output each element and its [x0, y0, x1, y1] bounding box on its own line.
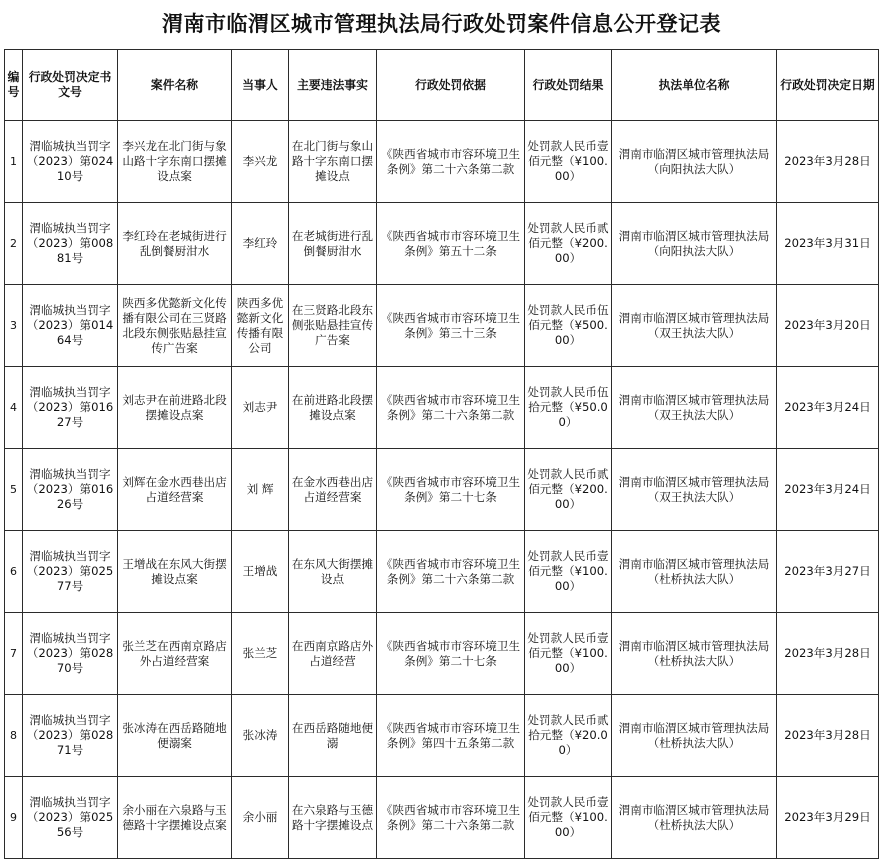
cell-number: 2 [5, 203, 23, 285]
table-row [5, 777, 879, 859]
col-header-decision-doc: 行政处罚决定书文号 [23, 50, 118, 121]
cell-result: 处罚款人民币贰拾元整（¥20.00） [525, 695, 612, 777]
col-header-number: 编号 [5, 50, 23, 121]
table-row [5, 449, 879, 531]
cell-unit: 渭南市临渭区城市管理执法局（杜桥执法大队） [612, 777, 777, 859]
cell-result: 处罚款人民币贰佰元整（¥200.00） [525, 203, 612, 285]
cell-number: 5 [5, 449, 23, 531]
cell-facts: 在三贤路北段东侧张贴悬挂宣传广告案 [289, 285, 377, 367]
cell-party: 李兴龙 [232, 121, 289, 203]
cell-unit: 渭南市临渭区城市管理执法局（向阳执法大队） [612, 121, 777, 203]
cell-party: 李红玲 [232, 203, 289, 285]
cell-decision-doc: 渭临城执当罚字（2023）第00881号 [23, 203, 118, 285]
cell-result: 处罚款人民币壹佰元整（¥100.00） [525, 121, 612, 203]
col-header-unit: 执法单位名称 [612, 50, 777, 121]
table-row [5, 613, 879, 695]
cell-number: 4 [5, 367, 23, 449]
cell-date: 2023年3月29日 [777, 777, 879, 859]
table-row [5, 203, 879, 285]
cell-date: 2023年3月28日 [777, 695, 879, 777]
cell-decision-doc: 渭临城执当罚字（2023）第02410号 [23, 121, 118, 203]
cell-number: 7 [5, 613, 23, 695]
cell-facts: 在北门街与象山路十字东南口摆摊设点 [289, 121, 377, 203]
cell-result: 处罚款人民币壹佰元整（¥100.00） [525, 613, 612, 695]
cell-number: 1 [5, 121, 23, 203]
cell-case-name: 李兴龙在北门街与象山路十字东南口摆摊设点案 [118, 121, 232, 203]
cell-decision-doc: 渭临城执当罚字（2023）第02556号 [23, 777, 118, 859]
cell-party: 刘 辉 [232, 449, 289, 531]
cell-facts: 在西岳路随地便溺 [289, 695, 377, 777]
cell-facts: 在金水西巷出店占道经营案 [289, 449, 377, 531]
table-row [5, 695, 879, 777]
cell-date: 2023年3月28日 [777, 613, 879, 695]
cell-date: 2023年3月20日 [777, 285, 879, 367]
cell-date: 2023年3月24日 [777, 367, 879, 449]
cell-unit: 渭南市临渭区城市管理执法局（双王执法大队） [612, 367, 777, 449]
cell-facts: 在老城街进行乱倒餐厨泔水 [289, 203, 377, 285]
cell-result: 处罚款人民币贰佰元整（¥200.00） [525, 449, 612, 531]
table-row [5, 367, 879, 449]
col-header-basis: 行政处罚依据 [377, 50, 525, 121]
col-header-date: 行政处罚决定日期 [777, 50, 879, 121]
cell-basis: 《陕西省城市市容环境卫生条例》第二十六条第二款 [377, 121, 525, 203]
cell-unit: 渭南市临渭区城市管理执法局（双王执法大队） [612, 285, 777, 367]
cell-case-name: 刘志尹在前进路北段摆摊设点案 [118, 367, 232, 449]
cell-number: 6 [5, 531, 23, 613]
cell-case-name: 余小丽在六泉路与玉德路十字摆摊设点案 [118, 777, 232, 859]
cell-date: 2023年3月27日 [777, 531, 879, 613]
cell-party: 余小丽 [232, 777, 289, 859]
cell-basis: 《陕西省城市市容环境卫生条例》第二十七条 [377, 449, 525, 531]
cell-decision-doc: 渭临城执当罚字（2023）第02870号 [23, 613, 118, 695]
cell-basis: 《陕西省城市市容环境卫生条例》第四十五条第二款 [377, 695, 525, 777]
col-header-case-name: 案件名称 [118, 50, 232, 121]
cell-basis: 《陕西省城市市容环境卫生条例》第二十六条第二款 [377, 367, 525, 449]
cell-result: 处罚款人民币伍佰元整（¥500.00） [525, 285, 612, 367]
cell-date: 2023年3月31日 [777, 203, 879, 285]
cell-decision-doc: 渭临城执当罚字（2023）第02577号 [23, 531, 118, 613]
penalty-register-table [4, 49, 879, 859]
cell-unit: 渭南市临渭区城市管理执法局（双王执法大队） [612, 449, 777, 531]
table-row [5, 285, 879, 367]
cell-decision-doc: 渭临城执当罚字（2023）第01464号 [23, 285, 118, 367]
col-header-facts: 主要违法事实 [289, 50, 377, 121]
cell-case-name: 陕西多优懿新文化传播有限公司在三贤路北段东侧张贴悬挂宣传广告案 [118, 285, 232, 367]
cell-party: 刘志尹 [232, 367, 289, 449]
col-header-result: 行政处罚结果 [525, 50, 612, 121]
cell-unit: 渭南市临渭区城市管理执法局（杜桥执法大队） [612, 695, 777, 777]
cell-case-name: 李红玲在老城街进行乱倒餐厨泔水 [118, 203, 232, 285]
cell-unit: 渭南市临渭区城市管理执法局（杜桥执法大队） [612, 531, 777, 613]
cell-party: 陕西多优懿新文化传播有限公司 [232, 285, 289, 367]
cell-unit: 渭南市临渭区城市管理执法局（向阳执法大队） [612, 203, 777, 285]
cell-number: 9 [5, 777, 23, 859]
cell-number: 8 [5, 695, 23, 777]
cell-case-name: 张兰芝在西南京路店外占道经营案 [118, 613, 232, 695]
cell-date: 2023年3月24日 [777, 449, 879, 531]
cell-date: 2023年3月28日 [777, 121, 879, 203]
cell-party: 王增战 [232, 531, 289, 613]
cell-case-name: 刘辉在金水西巷出店占道经营案 [118, 449, 232, 531]
cell-party: 张冰涛 [232, 695, 289, 777]
cell-decision-doc: 渭临城执当罚字（2023）第01627号 [23, 367, 118, 449]
cell-basis: 《陕西省城市市容环境卫生条例》第二十七条 [377, 613, 525, 695]
page-title: 渭南市临渭区城市管理执法局行政处罚案件信息公开登记表 [162, 11, 721, 36]
cell-result: 处罚款人民币伍拾元整（¥50.00） [525, 367, 612, 449]
cell-case-name: 张冰涛在西岳路随地便溺案 [118, 695, 232, 777]
cell-basis: 《陕西省城市市容环境卫生条例》第三十三条 [377, 285, 525, 367]
table-row [5, 531, 879, 613]
cell-result: 处罚款人民币壹佰元整（¥100.00） [525, 777, 612, 859]
table-row [5, 121, 879, 203]
cell-facts: 在前进路北段摆摊设点案 [289, 367, 377, 449]
cell-facts: 在东风大街摆摊设点 [289, 531, 377, 613]
cell-basis: 《陕西省城市市容环境卫生条例》第五十二条 [377, 203, 525, 285]
cell-unit: 渭南市临渭区城市管理执法局（杜桥执法大队） [612, 613, 777, 695]
cell-basis: 《陕西省城市市容环境卫生条例》第二十六条第二款 [377, 531, 525, 613]
cell-basis: 《陕西省城市市容环境卫生条例》第二十六条第二款 [377, 777, 525, 859]
cell-case-name: 王增战在东风大街摆摊设点案 [118, 531, 232, 613]
cell-facts: 在六泉路与玉德路十字摆摊设点 [289, 777, 377, 859]
cell-party: 张兰芝 [232, 613, 289, 695]
cell-decision-doc: 渭临城执当罚字（2023）第01626号 [23, 449, 118, 531]
cell-result: 处罚款人民币壹佰元整（¥100.00） [525, 531, 612, 613]
cell-number: 3 [5, 285, 23, 367]
col-header-party: 当事人 [232, 50, 289, 121]
cell-decision-doc: 渭临城执当罚字（2023）第02871号 [23, 695, 118, 777]
header-row [5, 50, 879, 121]
cell-facts: 在西南京路店外占道经营 [289, 613, 377, 695]
